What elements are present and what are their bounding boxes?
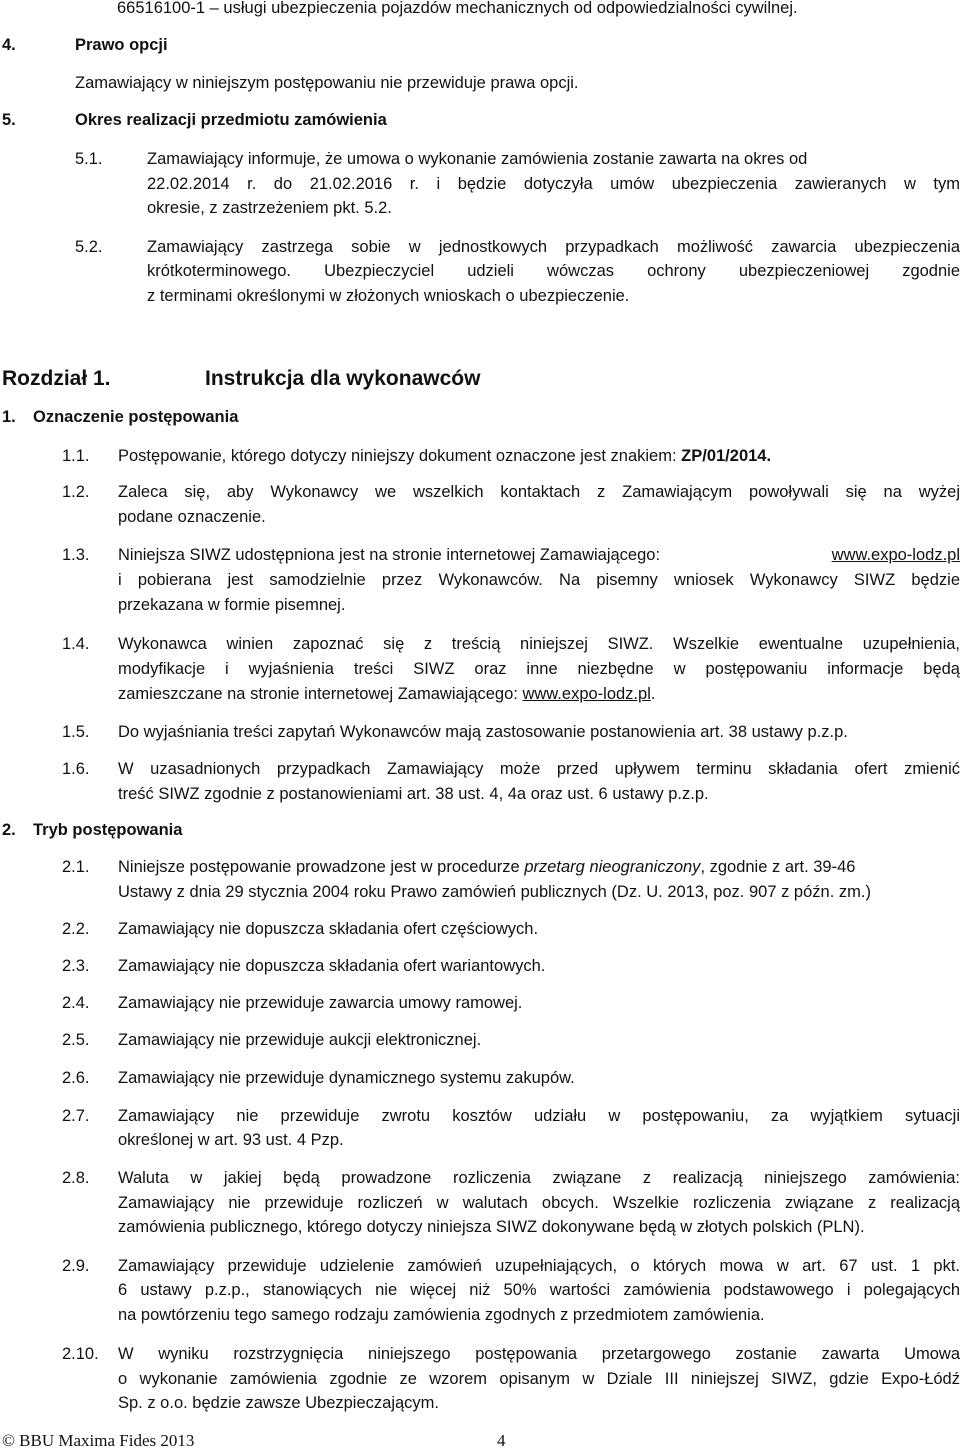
point-1-6-number: 1.6.: [62, 760, 90, 778]
point-5-1-line-2: 22.02.2014 r. do 21.02.2016 r. i będzie dotyczyła umów ubezpieczenia zawieranych w tym: [147, 175, 960, 193]
point-2-6-number: 2.6.: [62, 1069, 90, 1087]
point-5-1-number: 5.1.: [75, 150, 103, 168]
point-1-3-line-3: przekazana w formie pisemnej.: [118, 596, 346, 614]
section-1-title: Oznaczenie postępowania: [33, 408, 239, 426]
section-2-number: 2.: [2, 821, 16, 839]
point-2-10-line-1: W wyniku rozstrzygnięcia niniejszego postępowania przetargowego zostanie zawarta Umowa: [118, 1345, 960, 1363]
point-1-6-line-2: treść SIWZ zgodnie z postanowieniami art. 38 ust. 4, 4a oraz ust. 6 ustawy p.z.p.: [118, 785, 709, 803]
point-1-4-line-3: zamieszczane na stronie internetowej Zamawiającego: www.expo-lodz.pl.: [118, 685, 656, 703]
point-2-3-number: 2.3.: [62, 957, 90, 975]
point-2-8-line-1: Waluta w jakiej będą prowadzone rozliczenia związane z realizacją niniejszego zamówienia:: [118, 1169, 960, 1187]
point-5-2-line-2: krótkoterminowego. Ubezpieczyciel udzieli wówczas ochrony ubezpieczeniowej zgodnie: [147, 262, 960, 280]
point-1-3-number: 1.3.: [62, 546, 90, 564]
section-5-title: Okres realizacji przedmiotu zamówienia: [75, 111, 387, 129]
point-2-4-number: 2.4.: [62, 994, 90, 1012]
point-2-7-number: 2.7.: [62, 1107, 90, 1125]
point-1-3-line-1: Niniejsza SIWZ udostępniona jest na stronie internetowej Zamawiającego: www.expo-lodz.pl: [118, 546, 960, 564]
point-1-4-line-2: modyfikacje i wyjaśnienia treści SIWZ oraz inne niezbędne w postępowaniu informacje będą: [118, 660, 960, 678]
point-1-4-number: 1.4.: [62, 635, 90, 653]
point-1-5-line-1: Do wyjaśniania treści zapytań Wykonawców mają zastosowanie postanowienia art. 38 ustawy p.z.p.: [118, 723, 848, 741]
point-2-2-line-1: Zamawiający nie dopuszcza składania ofert częściowych.: [118, 920, 539, 938]
chapter-label: Rozdział 1.: [2, 367, 111, 390]
section-2-title: Tryb postępowania: [33, 821, 183, 839]
point-1-1-text: Postępowanie, którego dotyczy niniejszy dokument oznaczone jest znakiem: ZP/01/2014.: [118, 447, 772, 465]
section-4-text: Zamawiający w niniejszym postępowaniu nie przewiduje prawa opcji.: [75, 74, 579, 92]
point-2-9-line-3: na powtórzeniu tego samego rodzaju zamówienia zgodnych z przedmiotem zamówienia.: [118, 1306, 765, 1324]
point-1-2-line-1: Zaleca się, aby Wykonawcy we wszelkich kontaktach z Zamawiającym powoływali się na wyżej: [118, 483, 960, 501]
point-2-6-line-1: Zamawiający nie przewiduje dynamicznego systemu zakupów.: [118, 1069, 575, 1087]
expo-lodz-link-2[interactable]: www.expo-lodz.pl: [522, 685, 651, 703]
point-2-8-line-2: Zamawiający nie przewiduje rozliczeń w walutach obcych. Wszelkie rozliczenia związane z realizacją: [118, 1194, 960, 1212]
point-5-1-line-1: Zamawiający informuje, że umowa o wykonanie zamówienia zostanie zawarta na okres od: [147, 150, 808, 168]
point-2-5-line-1: Zamawiający nie przewiduje aukcji elektronicznej.: [118, 1031, 482, 1049]
section-1-number: 1.: [2, 408, 16, 426]
point-5-2-line-3: z terminami określonymi w złożonych wnioskach o ubezpieczenie.: [147, 287, 630, 305]
procedure-type: przetarg nieograniczony: [524, 858, 701, 876]
point-5-2-line-1: Zamawiający zastrzega sobie w jednostkowych przypadkach możliwość zawarcia ubezpieczenia: [147, 238, 960, 256]
point-2-4-line-1: Zamawiający nie przewiduje zawarcia umowy ramowej.: [118, 994, 523, 1012]
page-number: 4: [497, 1431, 506, 1450]
point-2-8-number: 2.8.: [62, 1169, 90, 1187]
section-5-number: 5.: [2, 111, 16, 129]
point-1-2-number: 1.2.: [62, 483, 90, 501]
point-2-9-number: 2.9.: [62, 1257, 90, 1275]
point-2-1-line-2: Ustawy z dnia 29 stycznia 2004 roku Prawo zamówień publicznych (Dz. U. 2013, poz. 907 z późn. zm.): [118, 883, 871, 901]
point-2-7-line-2: określonej w art. 93 ust. 4 Pzp.: [118, 1131, 344, 1149]
point-2-1-number: 2.1.: [62, 858, 90, 876]
point-2-9-line-2: 6 ustawy p.z.p., stanowiących nie więcej niż 50% wartości zamówienia podstawowego i polegających: [118, 1281, 960, 1299]
point-2-7-line-1: Zamawiający nie przewiduje zwrotu kosztów udziału w postępowaniu, za wyjątkiem sytuacji: [118, 1107, 960, 1125]
point-1-5-number: 1.5.: [62, 723, 90, 741]
point-5-1-line-3: okresie, z zastrzeżeniem pkt. 5.2.: [147, 199, 392, 217]
point-2-10-line-2: o wykonanie zamówienia zgodnie ze wzorem opisanym w Dziale III niniejszej SIWZ, gdzie Expo-Łódź: [118, 1370, 960, 1388]
point-2-9-line-1: Zamawiający przewiduje udzielenie zamówień uzupełniających, o których mowa w art. 67 ust. 1 pkt.: [118, 1257, 960, 1275]
section-4-number: 4.: [2, 36, 16, 54]
point-1-2-line-2: podane oznaczenie.: [118, 508, 266, 526]
chapter-title: Instrukcja dla wykonawców: [205, 367, 481, 390]
point-2-10-line-3: Sp. z o.o. będzie zawsze Ubezpieczającym.: [118, 1394, 439, 1412]
point-2-3-line-1: Zamawiający nie dopuszcza składania ofert wariantowych.: [118, 957, 546, 975]
footer-copyright: © BBU Maxima Fides 2013: [2, 1431, 195, 1450]
expo-lodz-link[interactable]: www.expo-lodz.pl: [831, 546, 960, 564]
point-2-5-number: 2.5.: [62, 1031, 90, 1049]
cpv-line: 66516100-1 – usługi ubezpieczenia pojazdów mechanicznych od odpowiedzialności cywilnej.: [117, 0, 798, 17]
point-1-4-line-1: Wykonawca winien zapoznać się z treścią niniejszej SIWZ. Wszelkie ewentualne uzupełnienia,: [118, 635, 960, 653]
point-2-1-line-1: Niniejsze postępowanie prowadzone jest w procedurze przetarg nieograniczony, zgodnie z art. 39-46: [118, 858, 856, 876]
point-5-2-number: 5.2.: [75, 238, 103, 256]
point-2-8-line-3: zamówienia publicznego, którego dotyczy niniejsza SIWZ dokonywane będą w złotych polskich (PLN).: [118, 1218, 865, 1236]
point-1-1-number: 1.1.: [62, 447, 90, 465]
point-2-2-number: 2.2.: [62, 920, 90, 938]
point-1-6-line-1: W uzasadnionych przypadkach Zamawiający może przed upływem terminu składania ofert zmienić: [118, 760, 960, 778]
section-4-title: Prawo opcji: [75, 36, 168, 54]
point-2-10-number: 2.10.: [62, 1345, 99, 1363]
point-1-3-line-2: i pobierana jest samodzielnie przez Wykonawców. Na pisemny wniosek Wykonawcy SIWZ będzie: [118, 571, 960, 589]
procedure-code: ZP/01/2014.: [681, 447, 772, 465]
